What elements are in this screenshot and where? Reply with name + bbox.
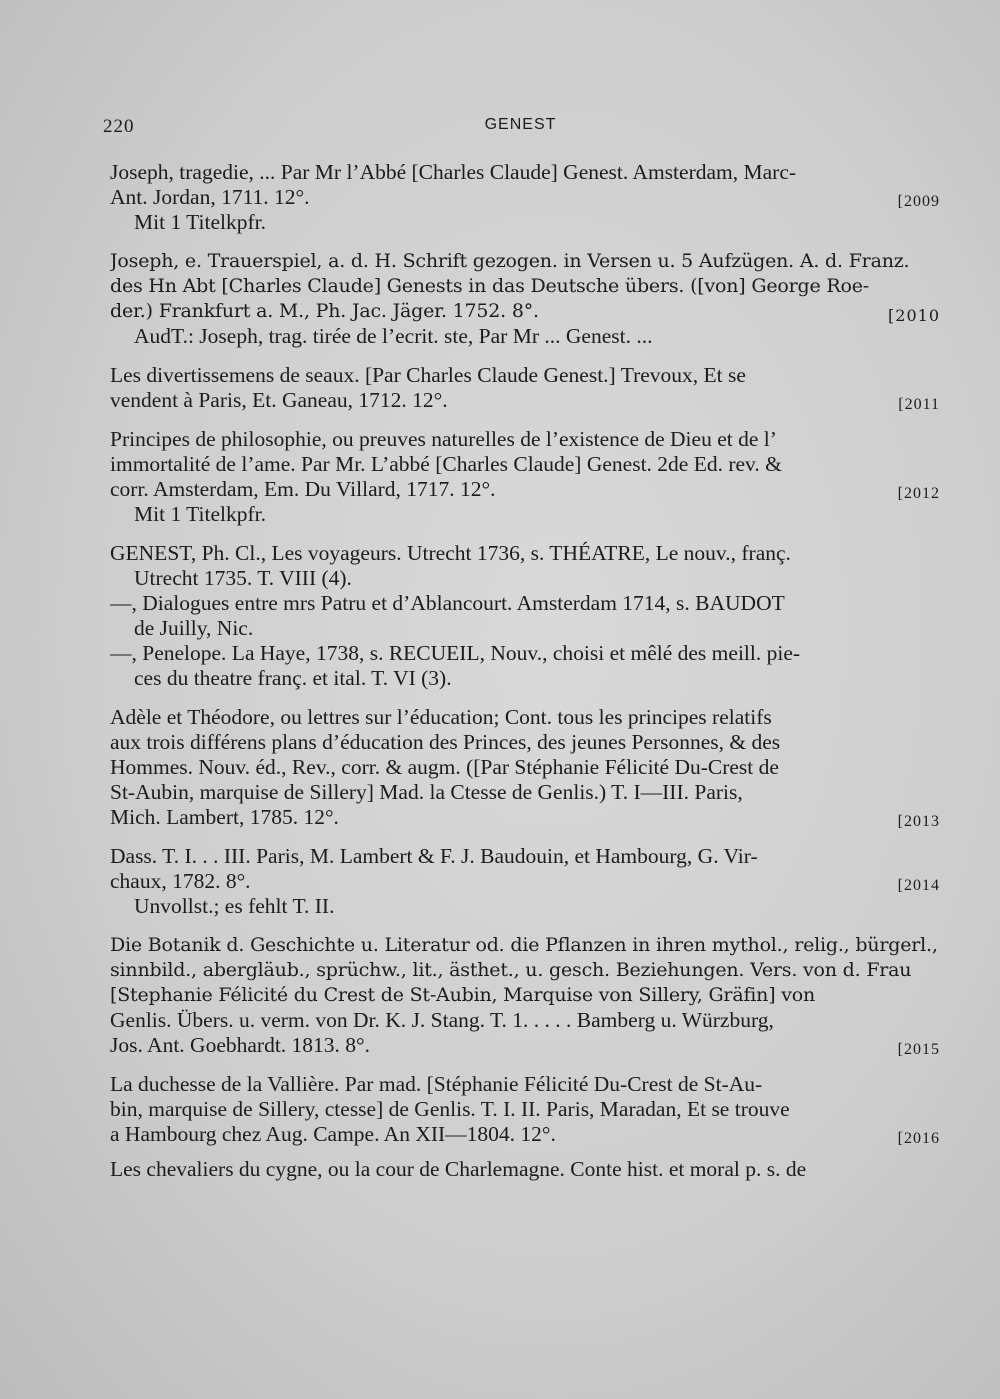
entry-text: Genlis. Übers. u. verm. von Dr. K. J. Stang. T. 1. . . . . Bamberg u. Würzburg, [110,1008,774,1032]
entry-line [110,894,940,919]
entry-text: —, Penelope. La Haye, 1738, s. RECUEIL, Nouv., choisi et mêlé des meill. pie- [110,641,801,665]
page-number: 220 [103,116,135,137]
entry-text: aux trois différens plans d’éducation des Princes, des jeunes Personnes, & des [110,730,781,754]
entry-line [110,730,940,755]
entry-line [110,566,940,591]
entry-text: ces du theatre franç. et ital. T. VI (3). [134,666,452,690]
entry-text: corr. Amsterdam, Em. Du Villard, 1717. 12°. [110,477,496,501]
entry-line [110,983,940,1008]
entry-text: [Stephanie Félicité du Crest de St-Aubin, Marquise von Sillery, Gräfin] von [110,984,816,1006]
entry-line [110,755,940,780]
bibliography-entry [110,160,940,235]
bibliography-entry [110,427,940,527]
entry-text: des Hn Abt [Charles Claude] Genests in das Deutsche übers. ([von] George Roe- [110,275,869,297]
entry-text: vendent à Paris, Et. Ganeau, 1712. 12°. [110,388,448,412]
bibliography-entry [110,249,940,349]
entry-line [110,844,940,869]
bibliography-entry [110,1072,940,1147]
entry-line [110,1097,940,1122]
entry-text: St-Aubin, marquise de Sillery] Mad. la Ctesse de Genlis.) T. I—III. Paris, [110,780,743,804]
entry-text: Ant. Jordan, 1711. 12°. [110,185,310,209]
entry-line [110,641,940,666]
entry-text: Jos. Ant. Goebhardt. 1813. 8°. [110,1033,371,1057]
entry-text: a Hambourg chez Aug. Campe. An XII—1804. 12°. [110,1122,556,1146]
entry-text: Joseph, tragedie, ... Par Mr l’Abbé [Charles Claude] Genest. Amsterdam, Marc- [110,160,797,184]
entry-text: Hommes. Nouv. éd., Rev., corr. & augm. ([Par Stéphanie Félicité Du-Crest de [110,755,779,779]
entry-text: immortalité de l’ame. Par Mr. L’abbé [Charles Claude] Genest. 2de Ed. rev. & [110,452,782,476]
entry-text: Les chevaliers du cygne, ou la cour de Charlemagne. Conte hist. et moral p. s. de [110,1157,807,1181]
running-head: GENEST [484,116,557,133]
entry-line [110,1122,940,1147]
entry-text: de Juilly, Nic. [134,616,254,640]
entry-line [110,427,940,452]
entry-line [110,705,940,730]
entry-number: [2009 [897,193,940,210]
entry-number: [2014 [897,877,940,894]
entry-text: AudT.: Joseph, trag. tirée de l’ecrit. ste, Par Mr ... Genest. ... [134,324,653,348]
entry-text: Principes de philosophie, ou preuves naturelles de l’existence de Dieu et de l’ [110,427,777,451]
entry-line [110,805,940,830]
entry-text: La duchesse de la Vallière. Par mad. [Stéphanie Félicité Du-Crest de St-Au- [110,1072,763,1096]
entry-line [110,502,940,527]
entry-line [110,477,940,502]
entry-line [110,324,940,349]
page-header [103,116,938,140]
bibliography-entry [110,844,940,919]
entry-number: [2011 [898,396,940,413]
entry-text: Dass. T. I. . . III. Paris, M. Lambert & F. J. Baudouin, et Hambourg, G. Vir- [110,844,758,868]
entry-number: [2010 [888,306,940,324]
entry-text: Die Botanik d. Geschichte u. Literatur od. die Pflanzen in ihren mythol., relig., bürgerl., [110,934,938,956]
entry-line [110,591,940,616]
entry-text: Adèle et Théodore, ou lettres sur l’éducation; Cont. tous les principes relatifs [110,705,772,729]
entry-line [110,958,940,983]
bibliography-entry [110,541,940,691]
entry-line [110,1072,940,1097]
entry-line [110,666,940,691]
entry-line [110,249,940,274]
entry-line [110,780,940,805]
entry-text: chaux, 1782. 8°. [110,869,251,893]
entry-list [110,160,940,1196]
entry-text: GENEST, Ph. Cl., Les voyageurs. Utrecht 1736, s. THÉATRE, Le nouv., franç. [110,541,791,565]
entry-line [110,541,940,566]
entry-line [110,869,940,894]
entry-text: Mit 1 Titelkpfr. [134,210,267,234]
entry-line [110,210,940,235]
entry-text: der.) Frankfurt a. M., Ph. Jac. Jäger. 1752. 8°. [110,300,539,322]
entry-line [110,299,940,324]
bibliography-entry [110,1157,940,1182]
entry-line [110,933,940,958]
entry-text: Mit 1 Titelkpfr. [134,502,267,526]
entry-line [110,452,940,477]
entry-text: Mich. Lambert, 1785. 12°. [110,805,339,829]
entry-text: Unvollst.; es fehlt T. II. [134,894,335,918]
entry-number: [2015 [897,1041,940,1058]
bibliography-entry [110,705,940,830]
bibliography-entry [110,363,940,413]
entry-line [110,185,940,210]
entry-line [110,1033,940,1058]
entry-text: Joseph, e. Trauerspiel, a. d. H. Schrift gezogen. in Versen u. 5 Aufzügen. A. d. Franz. [110,250,910,272]
entry-text: bin, marquise de Sillery, ctesse] de Genlis. T. I. II. Paris, Maradan, Et se trouve [110,1097,790,1121]
entry-text: —, Dialogues entre mrs Patru et d’Ablancourt. Amsterdam 1714, s. BAUDOT [110,591,785,615]
entry-text: Les divertissemens de seaux. [Par Charles Claude Genest.] Trevoux, Et se [110,363,746,387]
entry-number: [2016 [897,1130,940,1147]
entry-text: sinnbild., abergläub., sprüchw., lit., ästhet., u. gesch. Beziehungen. Vers. von d. Frau [110,959,912,981]
entry-line [110,363,940,388]
entry-line [110,1008,940,1033]
entry-line [110,388,940,413]
entry-line [110,160,940,185]
entry-line [110,616,940,641]
entry-line [110,1157,940,1182]
entry-number: [2013 [897,813,940,830]
entry-line [110,274,940,299]
bibliography-entry [110,933,940,1058]
entry-text: Utrecht 1735. T. VIII (4). [134,566,352,590]
entry-number: [2012 [897,485,940,502]
